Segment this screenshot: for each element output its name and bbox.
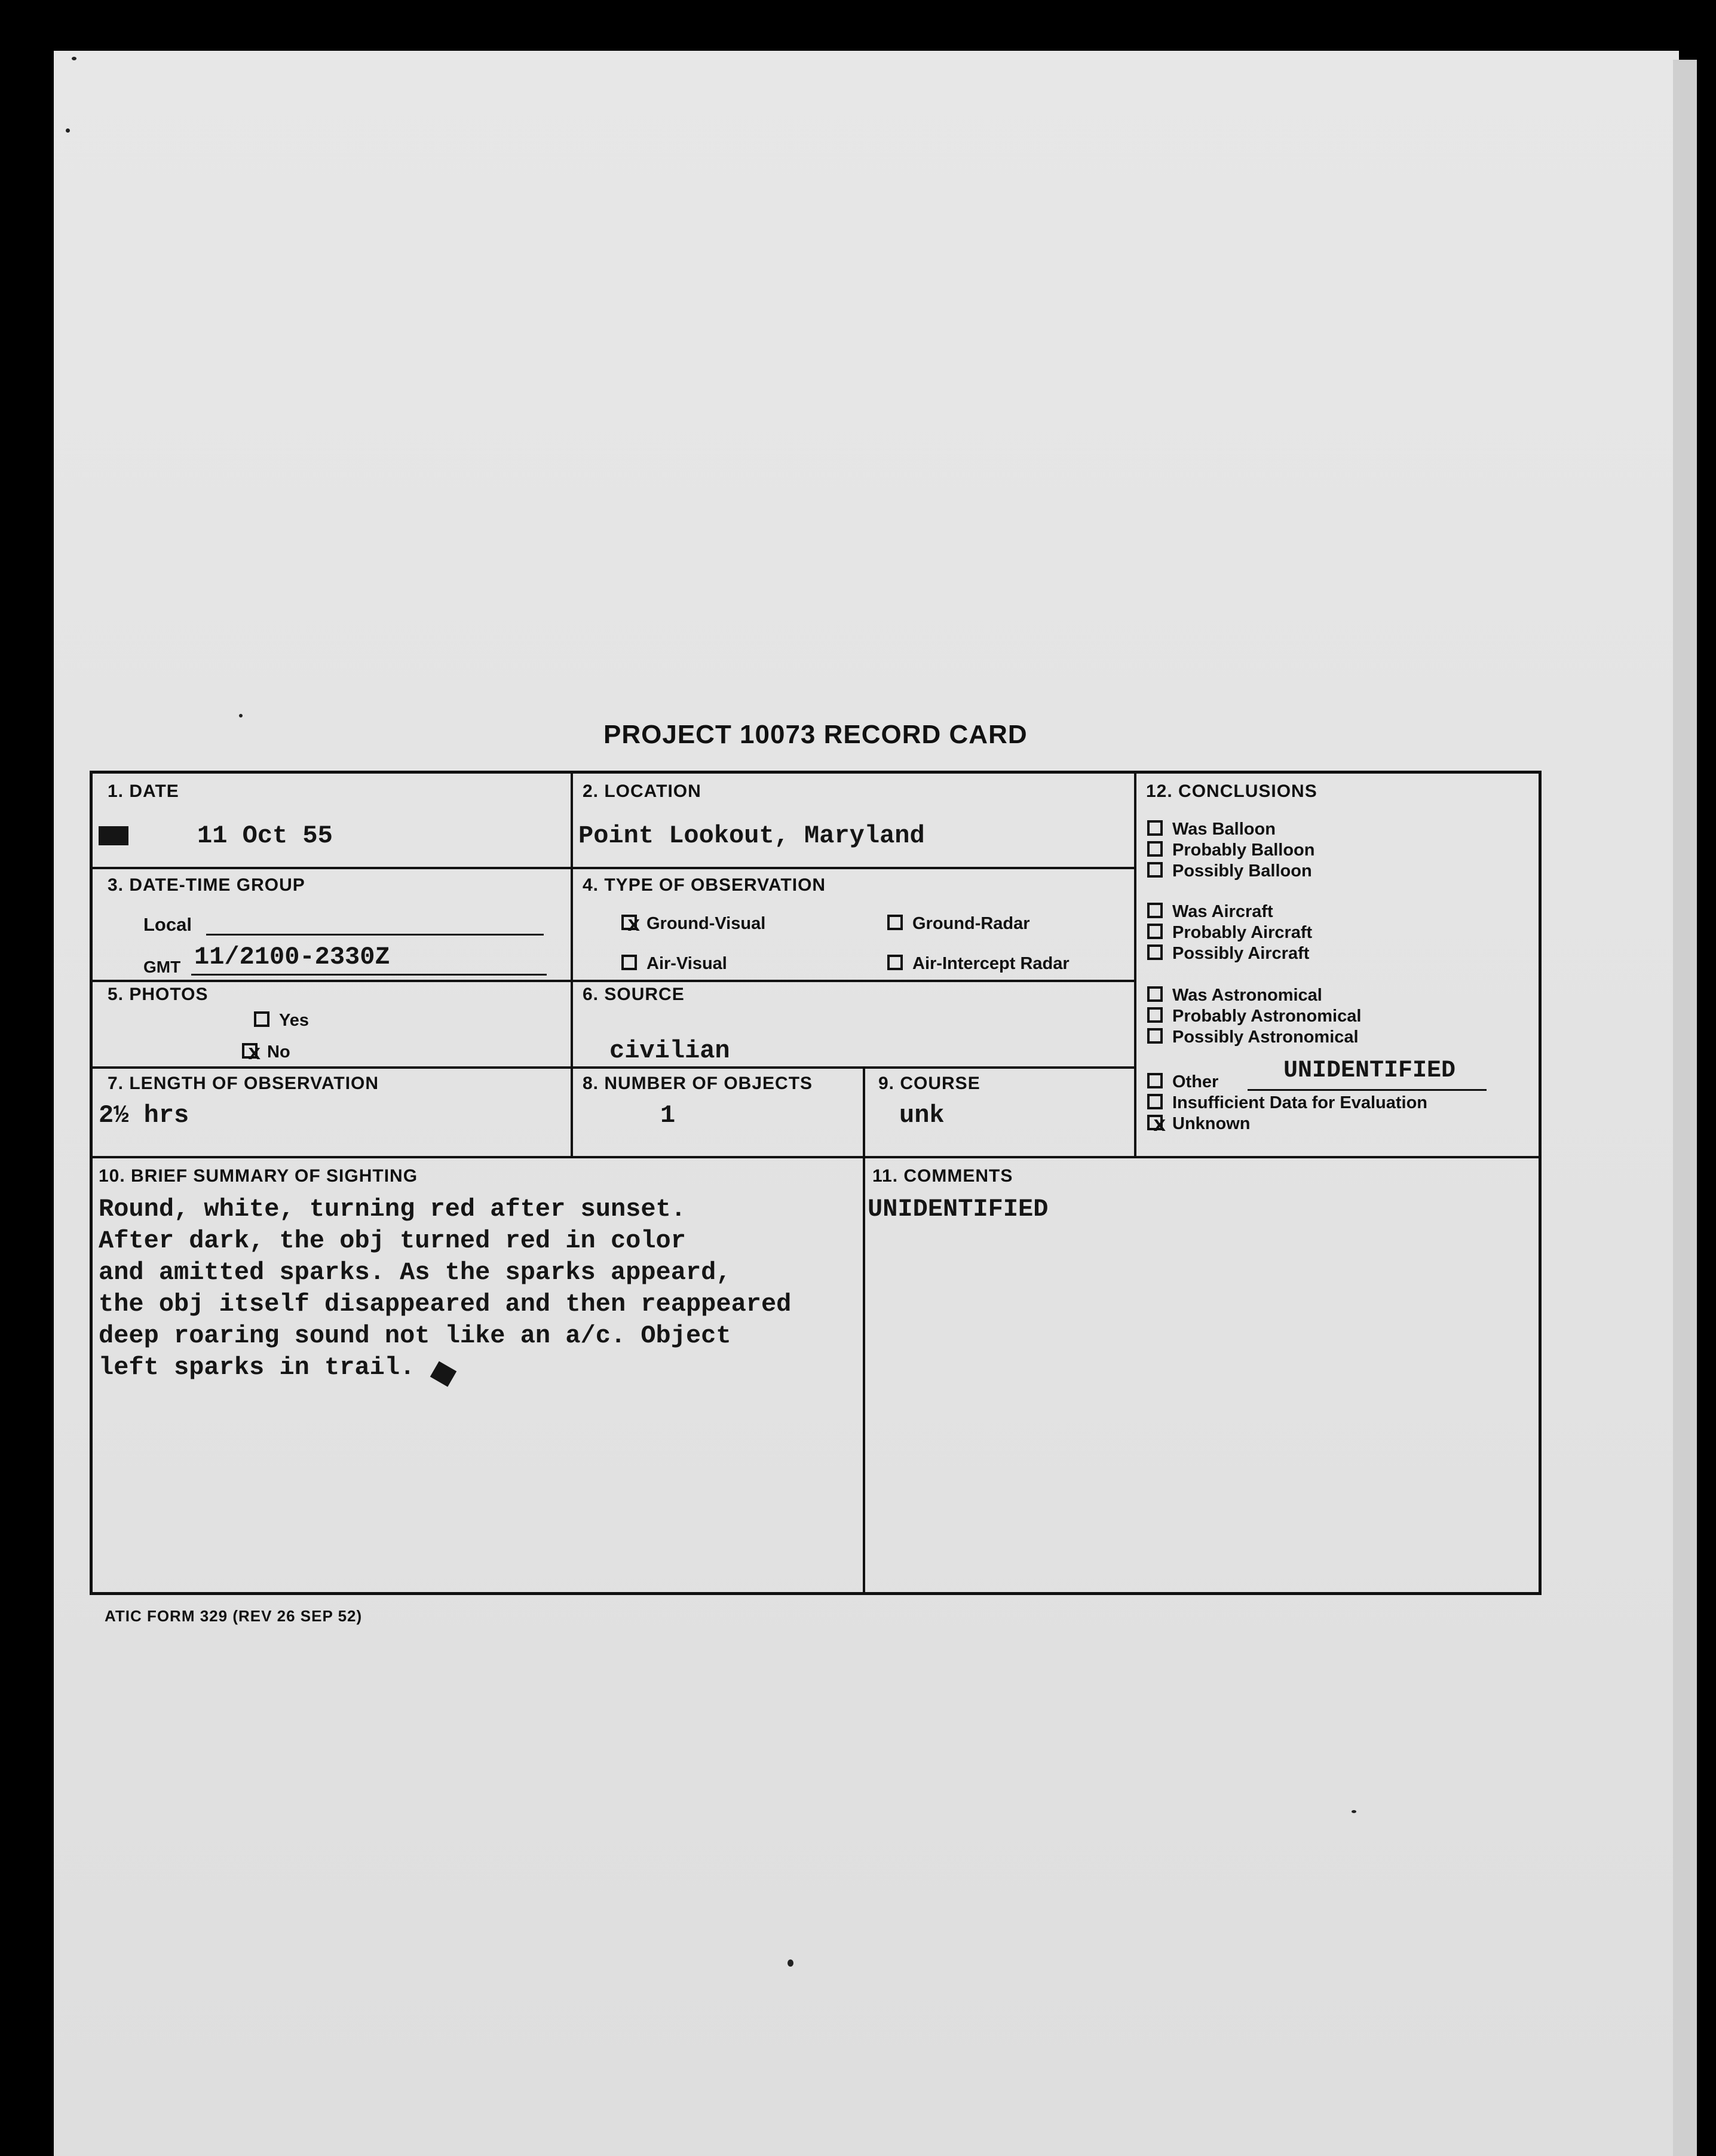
conclusion-unknown[interactable]: [1147, 1114, 1251, 1134]
conclusion-label: Possibly Astronomical: [1172, 1028, 1359, 1047]
type-of-observation-label: 4. TYPE OF OBSERVATION: [583, 875, 826, 895]
redaction-blot: [99, 826, 128, 845]
length-of-observation-value: 2½ hrs: [99, 1101, 189, 1130]
scan-speck: [239, 714, 243, 717]
checkbox-icon: [1147, 1094, 1163, 1109]
checkbox-icon: [1147, 1073, 1163, 1088]
scan-speck: [66, 128, 70, 133]
comments-label: 11. COMMENTS: [872, 1166, 1013, 1186]
summary-line: deep roaring sound not like an a/c. Object: [99, 1321, 731, 1350]
conclusion-label: Was Aircraft: [1172, 902, 1273, 921]
col-divider: [1134, 771, 1136, 1156]
paper-edge: [1673, 60, 1697, 2156]
checkbox-icon: [1147, 903, 1163, 918]
checkbox-icon: [1147, 924, 1163, 939]
row-divider: [90, 867, 1135, 869]
course-label: 9. COURSE: [878, 1074, 980, 1093]
conclusion-label: Possibly Aircraft: [1172, 944, 1310, 963]
conclusion-label: Unknown: [1172, 1114, 1251, 1133]
obs-air-visual[interactable]: [621, 954, 727, 974]
conclusion-label: Possibly Balloon: [1172, 861, 1312, 881]
checkbox-icon: [1147, 944, 1163, 960]
row-divider: [90, 1066, 1135, 1069]
checkbox-icon: [254, 1011, 269, 1027]
obs-air-intercept-radar-label: Air-Intercept Radar: [912, 954, 1070, 973]
obs-air-intercept-radar[interactable]: [887, 954, 1070, 974]
obs-air-visual-label: Air-Visual: [646, 954, 727, 973]
photos-yes-label: Yes: [279, 1011, 309, 1030]
summary-line: Round, white, turning red after sunset.: [99, 1195, 686, 1223]
obs-ground-radar[interactable]: [887, 914, 1030, 934]
conclusion-possibly-astronomical[interactable]: [1147, 1028, 1359, 1047]
obs-ground-radar-label: Ground-Radar: [912, 914, 1030, 933]
checkbox-icon: [1147, 1115, 1163, 1130]
gmt-value: 11/2100-2330Z: [194, 943, 390, 971]
obs-ground-visual[interactable]: [621, 914, 765, 934]
checkbox-icon: [242, 1043, 258, 1059]
checkbox-icon: [621, 955, 637, 970]
conclusion-label: Probably Balloon: [1172, 841, 1315, 860]
conclusion-probably-balloon[interactable]: [1147, 841, 1314, 860]
source-value: civilian: [609, 1036, 730, 1065]
summary-line: After dark, the obj turned red in color: [99, 1226, 686, 1255]
checkbox-icon: [1147, 862, 1163, 878]
source-label: 6. SOURCE: [583, 985, 685, 1004]
conclusion-label: Was Balloon: [1172, 820, 1276, 839]
comments-value: UNIDENTIFIED: [868, 1195, 1049, 1223]
location-label: 2. LOCATION: [583, 781, 701, 801]
row-divider: [90, 980, 1135, 982]
col-divider: [863, 1066, 865, 1595]
photos-label: 5. PHOTOS: [108, 985, 209, 1004]
col-divider: [571, 771, 573, 1156]
gmt-underline: [191, 974, 547, 976]
checkbox-icon: [1147, 841, 1163, 857]
number-of-objects-value: 1: [660, 1101, 676, 1130]
gmt-label: GMT: [143, 958, 181, 976]
conclusion-was-balloon[interactable]: [1147, 820, 1276, 839]
number-of-objects-label: 8. NUMBER OF OBJECTS: [583, 1074, 813, 1093]
conclusion-probably-aircraft[interactable]: [1147, 923, 1312, 943]
photos-yes[interactable]: [254, 1011, 309, 1031]
photos-no[interactable]: [242, 1042, 290, 1062]
conclusion-label: Other: [1172, 1072, 1219, 1091]
summary-line: the obj itself disappeared and then reappeared: [99, 1290, 792, 1318]
conclusions-label: 12. CONCLUSIONS: [1146, 781, 1317, 801]
summary-label: 10. BRIEF SUMMARY OF SIGHTING: [99, 1166, 418, 1186]
course-value: unk: [899, 1101, 945, 1130]
scan-speck: [1352, 1810, 1356, 1813]
local-label: Local: [143, 914, 192, 935]
conclusion-possibly-balloon[interactable]: [1147, 861, 1312, 881]
other-underline: [1248, 1089, 1487, 1091]
date-time-group-label: 3. DATE-TIME GROUP: [108, 875, 305, 895]
checkbox-icon: [621, 915, 637, 930]
checkbox-icon: [887, 915, 903, 930]
conclusion-label: Probably Astronomical: [1172, 1007, 1362, 1026]
conclusion-label: Was Astronomical: [1172, 986, 1322, 1005]
conclusion-other-value: UNIDENTIFIED: [1283, 1057, 1456, 1084]
location-value: Point Lookout, Maryland: [578, 821, 925, 850]
conclusion-label: Insufficient Data for Evaluation: [1172, 1093, 1427, 1112]
summary-line: and amitted sparks. As the sparks appeard,: [99, 1258, 731, 1287]
date-label: 1. DATE: [108, 781, 179, 801]
conclusion-insufficient-data[interactable]: [1147, 1093, 1427, 1113]
scan-speck: [787, 1959, 793, 1967]
summary-line: left sparks in trail.: [99, 1353, 415, 1382]
row-divider: [90, 1156, 1542, 1158]
photos-no-label: No: [267, 1042, 290, 1062]
length-of-observation-label: 7. LENGTH OF OBSERVATION: [108, 1074, 379, 1093]
checkbox-icon: [1147, 820, 1163, 836]
conclusion-label: Probably Aircraft: [1172, 923, 1313, 942]
scan-speck: [72, 57, 76, 60]
conclusion-was-aircraft[interactable]: [1147, 902, 1273, 922]
checkbox-icon: [887, 955, 903, 970]
checkbox-icon: [1147, 986, 1163, 1002]
conclusion-was-astronomical[interactable]: [1147, 986, 1322, 1005]
conclusion-possibly-aircraft[interactable]: [1147, 944, 1309, 964]
checkbox-icon: [1147, 1007, 1163, 1023]
local-underline: [206, 934, 544, 936]
conclusion-other[interactable]: [1147, 1072, 1218, 1092]
form-footer: ATIC FORM 329 (REV 26 SEP 52): [105, 1607, 363, 1625]
checkbox-icon: [1147, 1028, 1163, 1044]
obs-ground-visual-label: Ground-Visual: [646, 914, 766, 933]
card-title: PROJECT 10073 RECORD CARD: [603, 720, 1028, 749]
date-value: 11 Oct 55: [197, 821, 333, 850]
conclusion-probably-astronomical[interactable]: [1147, 1007, 1361, 1026]
